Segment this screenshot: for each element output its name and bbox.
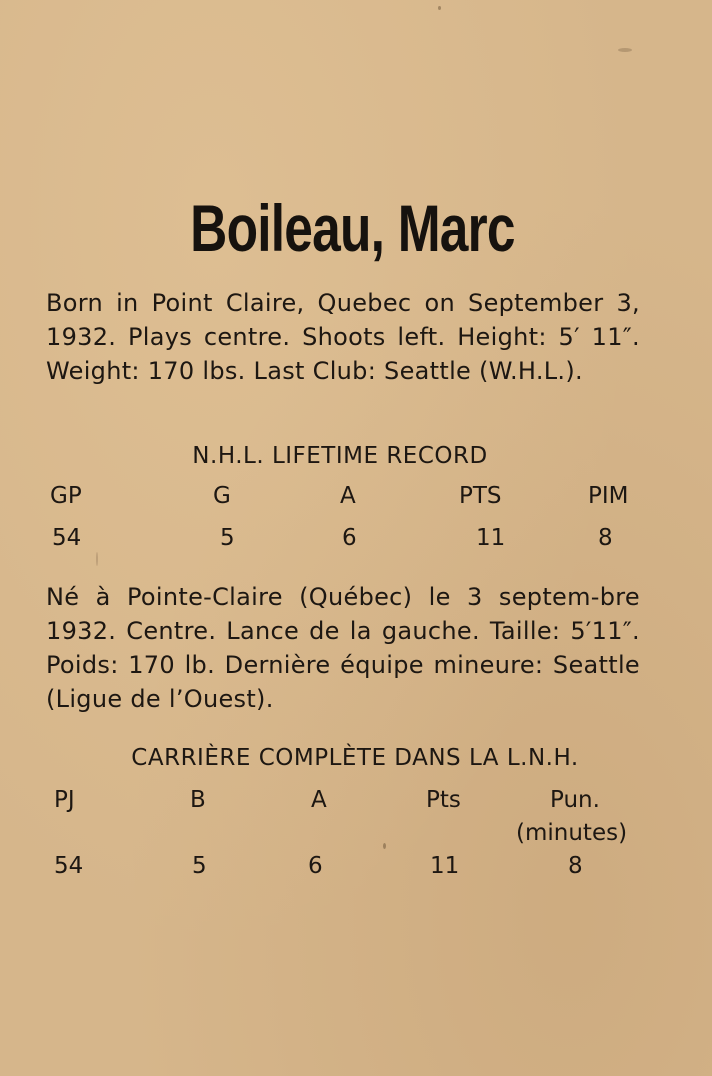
player-name: Boileau, Marc <box>190 191 515 265</box>
paper-speck <box>96 552 98 566</box>
stat-value-a: 6 <box>342 525 357 551</box>
stat-header-pj: PJ <box>54 787 75 813</box>
stat-value-pts: 11 <box>476 525 506 551</box>
stat-value-a-fr: 6 <box>308 853 323 879</box>
stat-header-pun: Pun. <box>550 787 600 813</box>
french-bio: Né à Pointe-Claire (Québec) le 3 septem-bre 1932. Centre. Lance de la gauche. Taille: 5′11″. Poids: 170 lb. Dernière équipe mineure: Seattle (Ligue de l’Ouest). <box>46 583 640 713</box>
stat-header-b: B <box>190 787 206 813</box>
english-bio: Born in Point Claire, Quebec on September 3, 1932. Plays centre. Shoots left. Height: 5′ 11″. Weight: 170 lbs. Last Club: Seattle (W.H.L.). <box>46 289 640 385</box>
paper-speck <box>618 48 632 52</box>
stat-value-pim: 8 <box>598 525 613 551</box>
english-record-title: N.H.L. LIFETIME RECORD <box>192 443 488 469</box>
stat-header-a-fr: A <box>311 787 327 813</box>
stat-header-pun-minutes: (minutes) <box>516 820 628 846</box>
paper-speck <box>438 6 441 10</box>
stat-header-gp: GP <box>50 483 82 509</box>
stat-header-g: G <box>213 483 231 509</box>
stat-header-pts-fr: Pts <box>426 787 461 813</box>
french-record-title: CARRIÈRE COMPLÈTE DANS LA L.N.H. <box>131 745 579 771</box>
paper-speck <box>383 843 386 849</box>
stat-header-a: A <box>340 483 356 509</box>
stat-value-pj: 54 <box>54 853 84 879</box>
stat-value-b: 5 <box>192 853 207 879</box>
stat-value-pun: 8 <box>568 853 583 879</box>
stat-value-pts-fr: 11 <box>430 853 460 879</box>
stat-value-gp: 54 <box>52 525 82 551</box>
stat-header-pts: PTS <box>459 483 502 509</box>
stat-header-pim: PIM <box>588 483 629 509</box>
stat-value-g: 5 <box>220 525 235 551</box>
